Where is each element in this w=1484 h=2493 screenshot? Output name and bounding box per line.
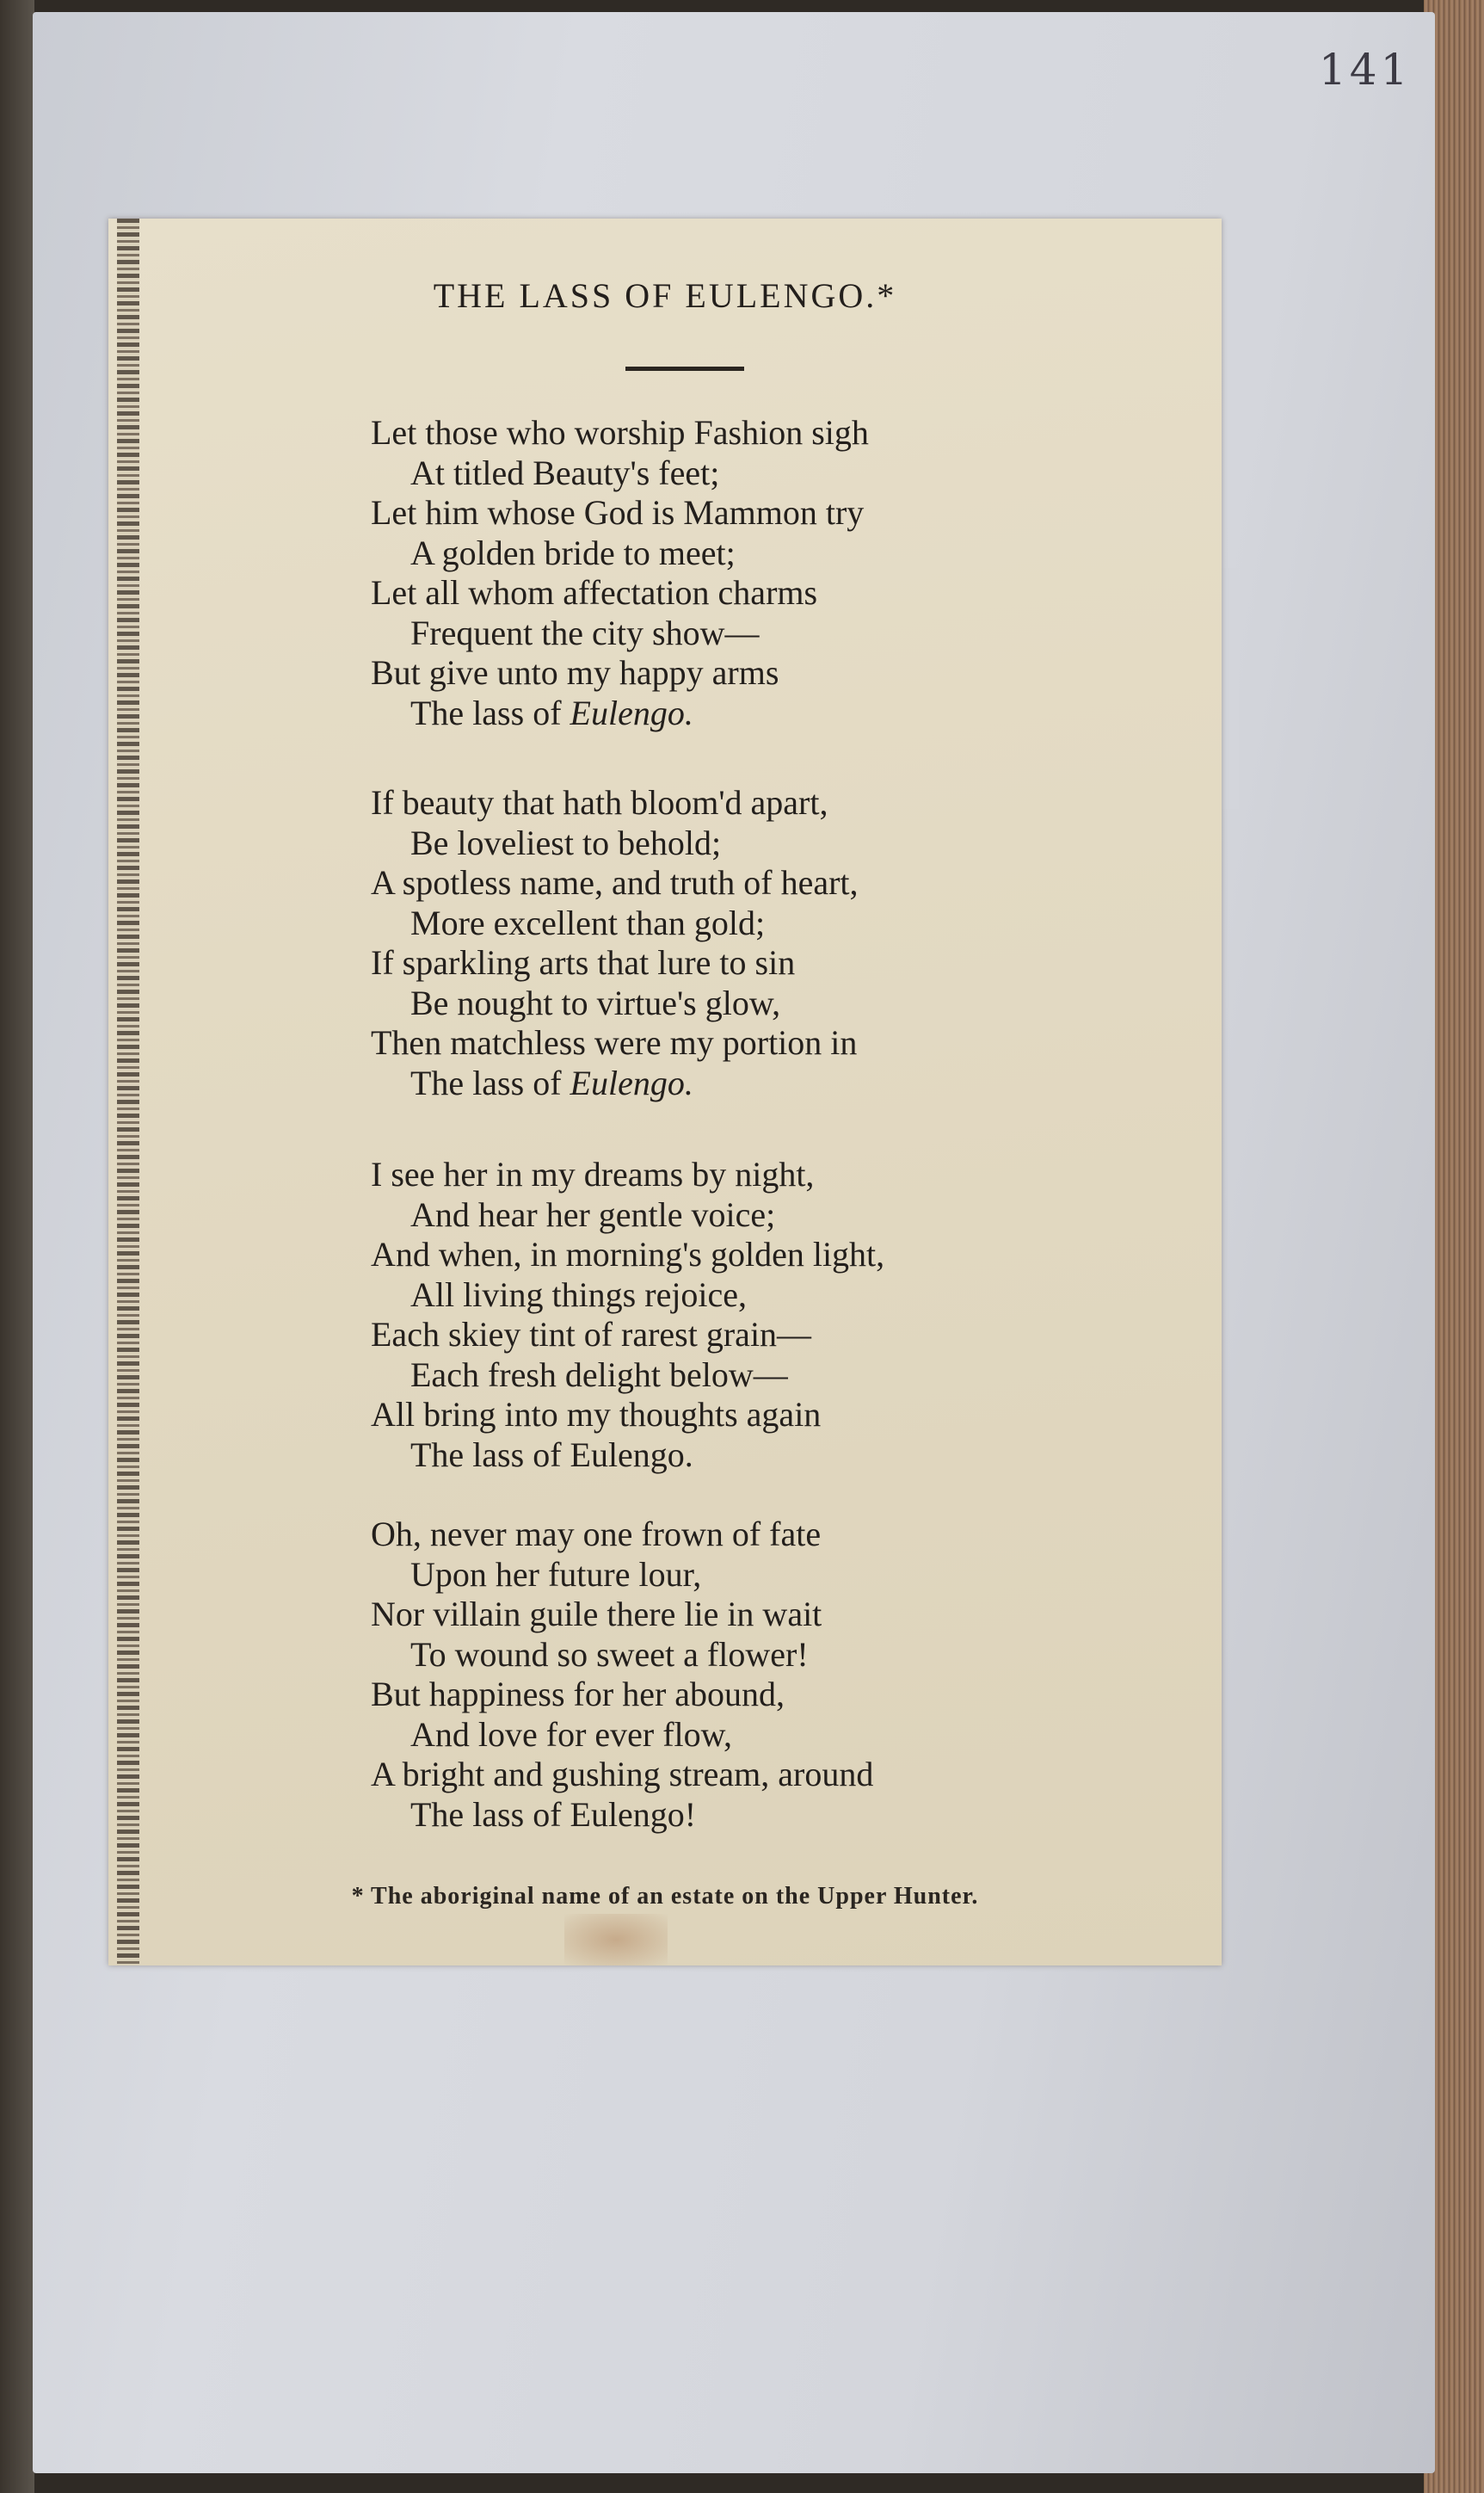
poem-line: Nor villain guile there lie in wait bbox=[371, 1595, 822, 1633]
poem-line: Each skiey tint of rarest grain— bbox=[371, 1315, 812, 1354]
poem-line: If sparkling arts that lure to sin bbox=[371, 943, 796, 982]
poem-line: If beauty that hath bloom'd apart, bbox=[371, 783, 828, 822]
poem-line: Let those who worship Fashion sigh bbox=[371, 413, 869, 452]
poem-line: Let him whose God is Mammon try bbox=[371, 493, 865, 532]
poem-line: Frequent the city show— bbox=[410, 613, 760, 652]
poem-line: Oh, never may one frown of fate bbox=[371, 1515, 822, 1553]
binding-shadow bbox=[0, 0, 34, 2493]
poem-line: All living things rejoice, bbox=[410, 1274, 748, 1314]
poem-title: THE LASS OF EULENGO.* bbox=[433, 276, 897, 315]
poem-line: I see her in my dreams by night, bbox=[371, 1155, 815, 1194]
poem-line: Then matchless were my portion in bbox=[371, 1023, 858, 1062]
poem-line: To wound so sweet a flower! bbox=[410, 1634, 809, 1674]
refrain-name: Eulengo. bbox=[570, 1063, 693, 1102]
newspaper-clipping bbox=[108, 219, 1222, 1965]
poem-line: Upon her future lour, bbox=[410, 1554, 702, 1594]
poem-line: And hear her gentle voice; bbox=[410, 1194, 776, 1234]
poem-line: A bright and gushing stream, around bbox=[371, 1755, 874, 1793]
poem-line: But give unto my happy arms bbox=[371, 653, 779, 692]
poem-line: The lass of Eulengo. bbox=[410, 1435, 693, 1474]
footnote: * The aboriginal name of an estate on the Upper Hunter. bbox=[351, 1883, 979, 1910]
poem bbox=[108, 219, 1222, 1965]
poem-line bbox=[371, 694, 869, 734]
poem-line: The lass of Eulengo! bbox=[410, 1794, 697, 1834]
poem-line: Be nought to virtue's glow, bbox=[410, 983, 781, 1022]
poem-line: More excellent than gold; bbox=[410, 903, 766, 942]
title-rule bbox=[625, 367, 744, 371]
poem-line: But happiness for her abound, bbox=[371, 1675, 785, 1713]
refrain-name: Eulengo. bbox=[570, 693, 693, 732]
stanza-1 bbox=[371, 413, 869, 733]
stanza-2 bbox=[371, 783, 859, 1103]
poem-line: A spotless name, and truth of heart, bbox=[371, 863, 859, 902]
poem-line: All bring into my thoughts again bbox=[371, 1395, 822, 1434]
refrain-text: The lass of bbox=[410, 693, 562, 732]
poem-line: A golden bride to meet; bbox=[410, 533, 736, 572]
refrain-text: The lass of bbox=[410, 1063, 562, 1102]
stanza-3 bbox=[371, 1155, 884, 1475]
folio-number: 141 bbox=[1319, 45, 1412, 95]
poem-line: Be loveliest to behold; bbox=[410, 823, 722, 862]
poem-line: And love for ever flow, bbox=[410, 1714, 732, 1754]
poem-line: And when, in morning's golden light, bbox=[371, 1235, 885, 1274]
poem-line bbox=[371, 1064, 859, 1104]
poem-line: Let all whom affectation charms bbox=[371, 573, 818, 612]
poem-line: Each fresh delight below— bbox=[410, 1354, 788, 1394]
stanza-4 bbox=[371, 1515, 873, 1835]
poem-line: At titled Beauty's feet; bbox=[410, 453, 720, 492]
